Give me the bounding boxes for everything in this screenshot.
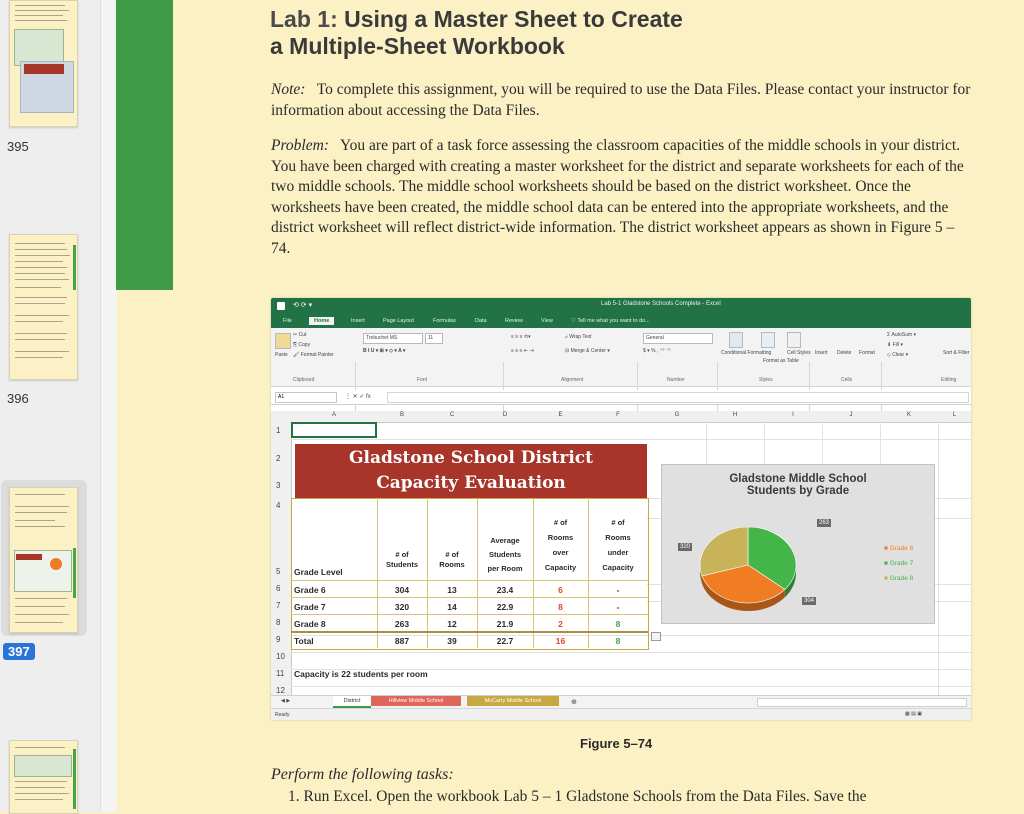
- cell-over[interactable]: 6: [558, 585, 563, 595]
- fill-button[interactable]: ⬇ Fill ▾: [887, 342, 903, 348]
- cell-rooms[interactable]: 14: [447, 602, 457, 612]
- gridline: [880, 422, 881, 464]
- header-students[interactable]: [377, 550, 427, 570]
- formula-input[interactable]: [387, 392, 969, 403]
- lightbulb-icon: ♡: [571, 318, 578, 324]
- merge-center-button[interactable]: ⊟ Merge & Center ▾: [565, 348, 610, 354]
- cell-rooms[interactable]: 12: [447, 619, 457, 629]
- name-box-value: A1: [278, 394, 285, 400]
- row-header[interactable]: 5: [276, 567, 281, 576]
- header-rooms-under[interactable]: [588, 518, 648, 573]
- legend-text: Grade 6: [889, 545, 914, 552]
- name-box[interactable]: [275, 392, 337, 403]
- column-header[interactable]: E: [558, 412, 563, 418]
- cell-styles-icon[interactable]: [787, 332, 801, 348]
- ribbon-divider: [503, 362, 504, 414]
- group-label-number: Number: [667, 377, 685, 383]
- cell-total-average[interactable]: 22.7: [496, 636, 514, 646]
- add-sheet-icon[interactable]: ⊕: [571, 699, 577, 706]
- sheet-tab-bar: [271, 695, 971, 708]
- table-divider: [291, 580, 648, 581]
- header-text: Capacity: [544, 563, 577, 572]
- alignment-buttons-2[interactable]: ≡ ≡ ≡ ⇤ ⇥: [511, 348, 534, 354]
- chart-title: Gladstone Middle School Students by Grade: [729, 473, 867, 497]
- font-name-select[interactable]: [363, 333, 423, 344]
- paste-button[interactable]: Paste: [275, 352, 288, 358]
- lab-title-line1: Using a Master Sheet to Create: [344, 6, 683, 32]
- cell-total-label[interactable]: Total: [294, 636, 314, 646]
- page-number-active: 397: [3, 643, 35, 660]
- legend-grade-8: ■ Grade 8: [884, 575, 914, 582]
- cell-under[interactable]: 8: [615, 619, 621, 629]
- header-text: Rooms: [605, 533, 631, 542]
- table-divider: [291, 614, 648, 615]
- status-text: Ready: [275, 712, 290, 718]
- header-text: Students: [488, 550, 522, 559]
- page-number: 395: [7, 139, 29, 154]
- header-average[interactable]: [477, 536, 533, 574]
- group-label-clipboard: Clipboard: [293, 377, 315, 383]
- header-text: Rooms: [547, 533, 574, 542]
- header-grade-level[interactable]: Grade Level: [294, 567, 343, 577]
- note-paragraph: [271, 80, 971, 121]
- formula-bar: [271, 390, 971, 405]
- conditional-formatting-button[interactable]: Conditional Formatting: [721, 350, 772, 356]
- gridline: [291, 652, 971, 653]
- row-header[interactable]: 12: [276, 686, 285, 695]
- column-header[interactable]: F: [616, 412, 620, 418]
- autosum-button[interactable]: Σ AutoSum ▾: [887, 332, 916, 338]
- format-painter-button[interactable]: 🖌 Format Painter: [293, 352, 334, 358]
- cell-average[interactable]: 23.4: [496, 585, 514, 595]
- header-text: # of: [611, 518, 625, 527]
- header-rooms-over[interactable]: [533, 518, 588, 573]
- tab-page-layout[interactable]: Page Layout: [383, 318, 414, 324]
- delete-cells-button[interactable]: Delete: [837, 350, 852, 356]
- gridline: [706, 422, 707, 464]
- ribbon-divider: [637, 362, 638, 414]
- table-divider: [291, 597, 648, 598]
- legend-grade-6: ■ Grade 6: [884, 545, 914, 552]
- page-thumbnail-398[interactable]: [9, 740, 78, 814]
- ribbon-home: [271, 328, 971, 387]
- row-header[interactable]: 3: [276, 481, 281, 490]
- header-text: Average: [490, 536, 520, 545]
- cell-grade-6[interactable]: Grade 6: [294, 585, 326, 595]
- excel-screenshot-figure: [271, 298, 971, 720]
- tasks-heading: Perform the following tasks:: [271, 766, 454, 783]
- sheet-tab-hillview[interactable]: Hillview Middle School: [371, 696, 461, 706]
- ribbon-divider: [717, 362, 718, 414]
- cell-grade-8[interactable]: Grade 8: [294, 619, 326, 629]
- column-header[interactable]: I: [792, 412, 794, 418]
- cell-average[interactable]: 21.9: [496, 619, 514, 629]
- cell-capacity-note[interactable]: Capacity is 22 students per room: [294, 669, 428, 679]
- figure-caption: Figure 5–74: [580, 736, 653, 751]
- horizontal-scrollbar[interactable]: [757, 698, 967, 707]
- column-header[interactable]: C: [449, 412, 455, 418]
- header-text: Students: [385, 560, 419, 569]
- sheet-title-line1: Gladstone School District: [348, 448, 594, 468]
- lab-number: Lab 1:: [270, 6, 338, 32]
- cut-label: Cut: [298, 332, 307, 338]
- cell-total-under[interactable]: 8: [615, 636, 621, 646]
- tab-home[interactable]: Home: [309, 317, 334, 325]
- sort-filter-button[interactable]: Sort & Filter: [943, 350, 970, 356]
- column-header[interactable]: H: [732, 412, 738, 418]
- number-format-value: General: [646, 335, 664, 341]
- note-label: Note:: [271, 81, 306, 98]
- view-buttons[interactable]: ▦ ▤ ▣: [905, 711, 922, 717]
- cell-total-students[interactable]: 887: [394, 636, 410, 646]
- row-header[interactable]: 11: [276, 669, 285, 678]
- header-text: over: [552, 548, 569, 557]
- group-label-alignment: Alignment: [561, 377, 584, 383]
- sheet-tab-district[interactable]: District: [333, 696, 371, 708]
- cell-average[interactable]: 22.9: [496, 602, 514, 612]
- cell-under[interactable]: -: [616, 585, 620, 595]
- ribbon-divider: [809, 362, 810, 414]
- merge-center-label: Merge & Center: [570, 348, 606, 354]
- tell-me-text: Tell me what you want to do...: [577, 318, 650, 324]
- header-text: Rooms: [439, 560, 465, 569]
- ribbon-divider: [355, 362, 356, 414]
- tab-view[interactable]: View: [541, 318, 553, 324]
- select-all-corner[interactable]: [271, 411, 291, 422]
- column-header[interactable]: G: [674, 412, 680, 418]
- tab-file[interactable]: File: [283, 318, 292, 324]
- cell-styles-button[interactable]: Cell Styles: [787, 350, 811, 356]
- cell-students[interactable]: 320: [394, 602, 410, 612]
- chapter-green-bar: [116, 0, 173, 290]
- data-label-grade-6: 304: [804, 598, 815, 604]
- font-size-select[interactable]: [425, 333, 443, 344]
- page-thumbnail-sidebar: [0, 0, 100, 812]
- wrap-text-button[interactable]: ⤶ Wrap Text: [565, 334, 592, 340]
- insert-cells-button[interactable]: Insert: [815, 350, 828, 356]
- column-header[interactable]: D: [502, 412, 508, 418]
- tab-data[interactable]: Data: [475, 318, 487, 324]
- cell-under[interactable]: -: [616, 602, 620, 612]
- formula-bar-icons[interactable]: ⋮ ✕ ✓ fx: [345, 394, 371, 400]
- cut-button[interactable]: ✂ Cut: [293, 332, 307, 338]
- sheet-title-line2: Capacity Evaluation: [376, 473, 566, 493]
- format-as-table-button[interactable]: Format as Table: [763, 358, 799, 364]
- cell-grade-7[interactable]: Grade 7: [294, 602, 326, 612]
- font-size-value: 11: [428, 335, 434, 341]
- cell-students[interactable]: 263: [394, 619, 410, 629]
- note-text: To complete this assignment, you will be required to use the Data Files. Please contact your instructor for information about accessing the Data Files.: [271, 81, 971, 119]
- cell-over[interactable]: 2: [558, 619, 563, 629]
- gridline: [291, 439, 971, 440]
- gridline: [822, 422, 823, 464]
- page-number: 396: [7, 391, 29, 406]
- paste-icon[interactable]: [275, 333, 291, 349]
- conditional-formatting-icon[interactable]: [729, 332, 743, 348]
- lab-title: [270, 6, 683, 60]
- quick-analysis-icon[interactable]: [651, 632, 661, 641]
- row-header[interactable]: 1: [276, 426, 281, 435]
- column-header[interactable]: B: [399, 412, 404, 418]
- task-item-1: 1. Run Excel. Open the workbook Lab 5 – 1 Gladstone Schools from the Data Files. Save the: [288, 788, 867, 805]
- sidebar-scrollbar[interactable]: [100, 0, 117, 812]
- page-thumbnail-397[interactable]: [9, 487, 78, 633]
- pie-chart[interactable]: [661, 464, 935, 624]
- autosum-label: AutoSum: [891, 332, 913, 338]
- format-cells-button[interactable]: Format: [859, 350, 875, 356]
- data-label-grade-8: 263: [819, 520, 830, 526]
- legend-text: Grade 7: [889, 560, 914, 567]
- header-text: # of: [553, 518, 568, 527]
- ribbon-tabs: [271, 316, 971, 328]
- column-header[interactable]: K: [906, 412, 911, 418]
- header-text: per Room: [487, 564, 523, 573]
- window-title: Lab 5-1 Gladstone Schools Complete - Excel: [601, 301, 721, 307]
- row-header[interactable]: 2: [276, 454, 281, 463]
- tell-me-search[interactable]: [571, 318, 650, 324]
- number-format-buttons[interactable]: $ ▾ % , ⁺⁰ ⁻⁰: [643, 348, 671, 354]
- header-text: # of: [445, 550, 459, 559]
- quick-access-icons[interactable]: ⟲ ⟳ ▾: [293, 302, 313, 309]
- sheet-tab-mccarty[interactable]: McCarty Middle School: [467, 696, 559, 706]
- cell-over[interactable]: 8: [558, 602, 563, 612]
- clear-button[interactable]: ◇ Clear ▾: [887, 352, 909, 358]
- excel-logo-icon: [277, 302, 285, 310]
- pie-chart-svg: [662, 465, 934, 623]
- legend-text: Grade 8: [889, 575, 914, 582]
- alignment-buttons[interactable]: ≡ ≡ ≡ ⟲▾: [511, 334, 531, 340]
- format-as-table-icon[interactable]: [761, 332, 775, 348]
- column-header[interactable]: A: [331, 412, 336, 418]
- header-rooms[interactable]: [427, 550, 477, 570]
- legend-grade-7: ■ Grade 7: [884, 560, 914, 567]
- tab-review[interactable]: Review: [505, 318, 524, 324]
- lab-title-line2: a Multiple-Sheet Workbook: [270, 33, 565, 59]
- cell-total-rooms[interactable]: 39: [447, 636, 457, 646]
- selected-cell-a1[interactable]: [291, 422, 377, 438]
- problem-paragraph: [271, 136, 971, 260]
- bold-italic-underline-buttons[interactable]: B I U ▾ ⊞ ▾ ◇ ▾ A ▾: [363, 348, 406, 354]
- font-name-value: Trebuchet MS: [366, 335, 398, 341]
- header-text: Capacity: [602, 563, 634, 572]
- format-painter-label: Format Painter: [300, 352, 334, 358]
- header-text: # of: [395, 550, 409, 559]
- gridline: [291, 686, 971, 687]
- group-label-font: Font: [417, 377, 428, 383]
- cell-rooms[interactable]: 13: [447, 585, 457, 595]
- page-thumbnail-395[interactable]: [9, 234, 78, 380]
- ribbon-divider: [881, 362, 882, 414]
- copy-label: Copy: [298, 342, 311, 348]
- tab-insert[interactable]: Insert: [351, 318, 365, 324]
- sheet-title-banner: [295, 444, 647, 498]
- row-header[interactable]: 6: [276, 584, 281, 593]
- gridline: [938, 422, 939, 695]
- problem-text: You are part of a task force assessing the classroom capacities of the middle schools in your district. You have been charged with creating a master worksheet for the district and separate worksheets for each of the two middle schools. The middle school worksheets should be based on the district worksheet. Once the worksheets have been created, the middle school data can be entered into the appropriate worksheets, and the district worksheet will reflect district-wide information. The district worksheet appears as shown in Figure 5 – 74.: [271, 137, 964, 257]
- row-header[interactable]: 4: [276, 501, 281, 510]
- group-label-editing: Editing: [941, 377, 957, 383]
- number-format-select[interactable]: [643, 333, 713, 344]
- copy-button[interactable]: ⎘ Copy: [293, 342, 311, 348]
- header-text: under: [607, 548, 629, 557]
- status-bar: [271, 708, 971, 720]
- row-header[interactable]: 7: [276, 601, 281, 610]
- group-label-styles: Styles: [759, 377, 773, 383]
- row-headers: [271, 422, 292, 695]
- data-label-grade-7: 320: [680, 544, 691, 550]
- table-divider: [291, 631, 648, 633]
- sheet-nav-arrows[interactable]: ◀ ▶: [281, 698, 291, 704]
- row-header[interactable]: 10: [276, 652, 285, 661]
- page-thumbnail-394[interactable]: [9, 0, 78, 127]
- cell-students[interactable]: 304: [394, 585, 410, 595]
- cell-total-over[interactable]: 16: [555, 636, 566, 646]
- column-header[interactable]: J: [849, 412, 853, 418]
- gridline: [764, 422, 765, 464]
- tab-formulas[interactable]: Formulas: [433, 318, 456, 324]
- row-header[interactable]: 9: [276, 635, 281, 644]
- fill-label: Fill: [892, 342, 899, 348]
- clear-label: Clear: [892, 352, 905, 358]
- excel-title-bar: [271, 298, 971, 316]
- group-label-cells: Cells: [841, 377, 853, 383]
- problem-label: Problem:: [271, 137, 329, 154]
- column-header[interactable]: L: [952, 412, 957, 418]
- row-header[interactable]: 8: [276, 618, 281, 627]
- wrap-text-label: Wrap Text: [569, 334, 592, 340]
